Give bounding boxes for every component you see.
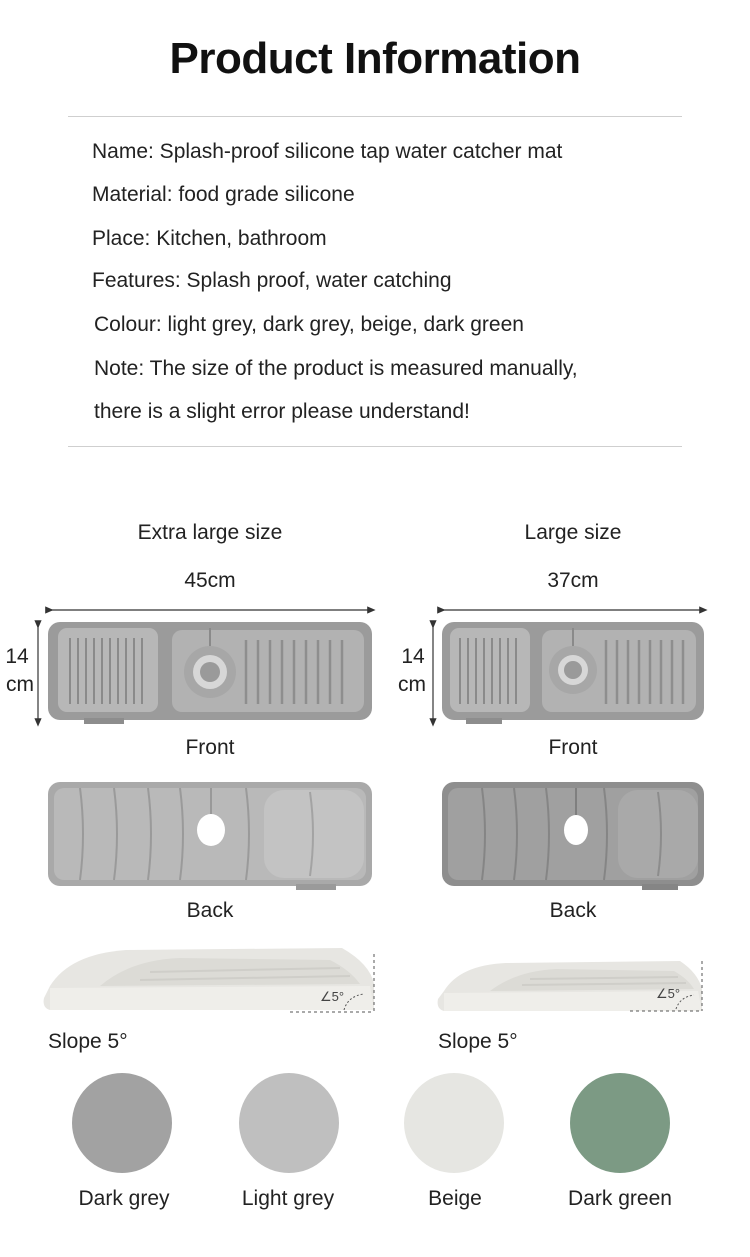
divider-top	[68, 116, 682, 117]
swatch-dark-grey	[72, 1073, 172, 1173]
left-height-unit: cm	[6, 673, 34, 696]
right-front-label: Front	[548, 736, 598, 759]
left-slope-label: Slope 5°	[48, 1030, 128, 1053]
divider-bottom	[68, 446, 682, 447]
info-name: Name: Splash-proof silicone tap water catcher mat	[92, 140, 563, 163]
swatch-label-light-grey: Light grey	[241, 1187, 335, 1210]
left-front-label: Front	[185, 736, 235, 759]
left-angle-label: ∠5°	[320, 989, 345, 1004]
right-size-label: Large size	[524, 521, 622, 544]
left-back-label: Back	[186, 899, 234, 922]
right-width-label: 37cm	[547, 569, 599, 592]
right-height-unit: cm	[398, 673, 426, 696]
right-height-value: 14	[401, 645, 425, 668]
left-front-diagram	[0, 600, 390, 730]
swatch-label-beige: Beige	[428, 1187, 482, 1210]
info-note-continued: there is a slight error please understand!	[94, 400, 470, 423]
page-title: Product Information	[169, 34, 581, 83]
info-note: Note: The size of the product is measured manually,	[94, 357, 578, 380]
right-back-label: Back	[549, 899, 597, 922]
info-features: Features: Splash proof, water catching	[92, 269, 452, 292]
right-mat-back	[436, 778, 711, 893]
left-width-label: 45cm	[184, 569, 236, 592]
right-slope-diagram	[430, 955, 715, 1025]
left-mat-front	[48, 622, 372, 724]
right-mat-front	[442, 622, 704, 724]
left-slope-diagram	[30, 940, 380, 1020]
swatch-label-dark-grey: Dark grey	[78, 1187, 170, 1210]
swatch-dark-green	[570, 1073, 670, 1173]
info-material: Material: food grade silicone	[92, 183, 355, 206]
swatch-beige	[404, 1073, 504, 1173]
right-angle-label: ∠5°	[656, 986, 681, 1001]
swatch-label-dark-green: Dark green	[568, 1187, 672, 1210]
right-slope-label: Slope 5°	[438, 1030, 518, 1053]
info-place: Place: Kitchen, bathroom	[92, 227, 327, 250]
left-height-value: 14	[5, 645, 29, 668]
right-front-diagram	[390, 600, 720, 730]
info-colour: Colour: light grey, dark grey, beige, dark green	[94, 313, 524, 336]
left-size-label: Extra large size	[137, 521, 283, 544]
left-mat-back	[40, 778, 380, 893]
swatch-light-grey	[239, 1073, 339, 1173]
